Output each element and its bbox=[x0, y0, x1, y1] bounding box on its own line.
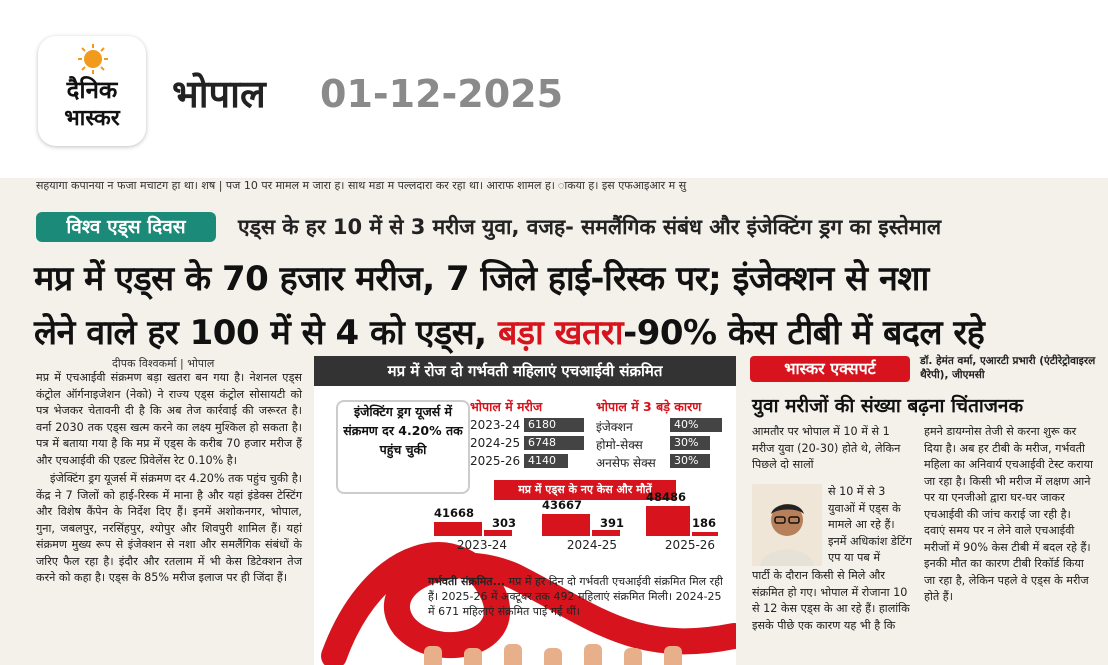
expert-name: डॉ. हेमंत वर्मा, एआरटी प्रभारी (एंटीरेट्रोवाइरल थैरेपी), जीएमसी bbox=[920, 355, 1096, 381]
logo-text-dainik: दैनिक bbox=[66, 76, 118, 104]
expert-column-a-low: पार्टी के दौरान किसी से मिले और संक्रमित हो गए। भोपाल में रोजाना 10 से 12 केस एड्स के आ रहे हैं। हालांकि इसके पीछे एक कारण यह भी है कि bbox=[752, 569, 910, 632]
logo-text-bhaskar: भास्कर bbox=[64, 106, 120, 131]
bhopal-patients-title: भोपाल में मरीज bbox=[470, 399, 543, 414]
cases-value: 43667 bbox=[541, 498, 582, 512]
cause-label: अनसेफ सेक्स bbox=[596, 456, 656, 470]
injecting-drug-callout: इंजेक्टिंग ड्रग यूजर्स में संक्रमण दर 4.20% तक पहुंच चुकी bbox=[336, 400, 470, 494]
expert-photo bbox=[752, 484, 822, 566]
infographic-title: मप्र में रोज दो गर्भवती महिलाएं एचआईवी संक्रमित bbox=[314, 356, 736, 386]
previous-article-strip: सहयागा कपानया न फजा मचाटग हा था। शष | पज 10 पर मामल म जारा ह। साथ मडा म पल्लदारा कर रहा था। आराफ शामल ह। ाकया ह। इस एफआइआर म सु bbox=[36, 179, 687, 192]
deaths-value: 186 bbox=[691, 516, 716, 530]
headline-line-2 bbox=[34, 306, 1094, 360]
bhopal-value: 6180 bbox=[524, 418, 584, 432]
expert-column-a-wrap: से 10 में से 3 युवाओं में एड्स के मामले आ रहे हैं। इनमें अधिकांश डेटिंग एप या पब में bbox=[828, 485, 912, 564]
body-paragraph: मप्र में एचआईवी संक्रमण बड़ा खतरा बन गया है। नेशनल एड्स कंट्रोल ऑर्गनाइजेशन (नेको) ने राज्य एड्स कंट्रोल सोसायटी को पत्र भेजकर चेतावनी दी है कि अब तेज कार्रवाई की जरूरत है। वर्ना 2030 तक एड्स खत्म करने का लक्ष्य मुश्किल हो सकता है। पत्र में बताया गया है कि मप्र में एड्स के करीब 70 हजार मरीज हैं और एचआईवी की एडल्ट प्रिवेलेंस रेट 0.10% है। bbox=[36, 371, 302, 467]
expert-column-a-top: आमतौर पर भोपाल में 10 में से 1 मरीज युवा (20-30) होते थे, लेकिन पिछले दो सालों bbox=[752, 425, 901, 471]
infographic-box bbox=[314, 356, 736, 665]
year-label: 2023-24 bbox=[456, 538, 508, 552]
dainik-bhaskar-logo[interactable] bbox=[38, 36, 146, 146]
headline-line-2-a: लेने वाले हर 100 में से 4 को एड्स, bbox=[34, 313, 487, 353]
expert-tag: भास्कर एक्सपर्ट bbox=[750, 356, 910, 382]
bhopal-year: 2024-25 bbox=[470, 436, 521, 450]
expert-heading: युवा मरीजों की संख्या बढ़ना चिंताजनक bbox=[752, 395, 1024, 417]
cases-bar bbox=[434, 522, 482, 536]
pregnant-women-note bbox=[428, 574, 728, 619]
pregnant-note-text: मप्र में हर दिन दो गर्भवती एचआईवी संक्रमित मिल रही हैं। 2025-26 में अक्टूबर तक 492 महिलाएं संक्रमित मिली। 2024-25 में 671 महिलाएं संक्रमित पाई गई थीं। bbox=[428, 575, 723, 618]
deaths-value: 391 bbox=[599, 516, 624, 530]
cause-label: इंजेक्शन bbox=[596, 420, 633, 434]
app-header bbox=[0, 0, 1108, 178]
bhopal-year: 2023-24 bbox=[470, 418, 521, 432]
edition-city: भोपाल bbox=[172, 72, 266, 116]
bhopal-value: 4140 bbox=[524, 454, 568, 468]
new-cases-title: मप्र में एड्स के नए केस और मौतें bbox=[494, 480, 676, 500]
cause-value: 40% bbox=[670, 418, 722, 432]
cause-label: होमो-सेक्स bbox=[596, 438, 643, 452]
headline-line-1: मप्र में एड्स के 70 हजार मरीज, 7 जिले हाई-रिस्क पर; इंजेक्शन से नशा bbox=[34, 259, 929, 299]
edition-date: 01-12-2025 bbox=[320, 72, 564, 116]
cases-bar bbox=[542, 514, 590, 536]
byline: दीपक विश्वकर्मा | भोपाल bbox=[112, 357, 215, 370]
expert-column-b: हमने डायग्नोस तेजी से करना शुरू कर दिया है। अब हर टीबी के मरीज, गर्भवती महिला का अनिवार्य एचआईवी टेस्ट कराया जा रहा है। किसी भी मरीज में लक्षण आने पर या एनजीओ द्वारा घर-घर जाकर एचआईवी की जांच कराई जा रही है। दवाएं समय पर न लेने वाले एचआईवी मरीजों में 90% केस टीबी में बदल रहे हैं। इनकी मौत का कारण टीबी रिकॉर्ड किया जा रहा है, लेकिन पहले वे एड्स के मरीज होते हैं। bbox=[924, 425, 1093, 603]
headline-line-2-b: -90% केस टीबी में बदल रहे bbox=[623, 313, 985, 353]
cause-value: 30% bbox=[670, 436, 710, 450]
deaths-bar bbox=[592, 530, 620, 536]
bhopal-value: 6748 bbox=[524, 436, 584, 450]
cause-value: 30% bbox=[670, 454, 710, 468]
kicker-tag: विश्व एड्स दिवस bbox=[36, 212, 216, 242]
person-photo-icon bbox=[752, 484, 822, 566]
sun-icon bbox=[78, 44, 108, 74]
bhopal-causes-title: भोपाल में 3 बड़े कारण bbox=[596, 399, 702, 414]
cases-value: 48486 bbox=[645, 490, 686, 504]
bhopal-year: 2025-26 bbox=[470, 454, 521, 468]
main-headline bbox=[34, 252, 1094, 360]
cases-bar bbox=[646, 506, 690, 536]
newspaper-page bbox=[0, 178, 1108, 665]
deaths-bar bbox=[484, 530, 512, 536]
headline-highlight: बड़ा खतरा bbox=[497, 313, 624, 353]
body-paragraph: इंजेक्टिंग ड्रग यूजर्स में संक्रमण दर 4.20% तक पहुंच चुकी है। केंद्र ने 7 जिलों को हाई-रिस्क में माना है और यहां इंडेक्स टेस्टिंग और विशेष कैंपेन के निर्देश दिए हैं। इनमें अशोकनगर, भोपाल, गुना, जबलपुर, नरसिंहपुर, श्योपुर और शिवपुरी शामिल हैं। यहां संक्रमण मुख्य रूप से इंजेक्शन से नशा और समलैंगिक संबंधों के जरिए फैल रहा है। इंदौर और रतलाम में भी केस डिटेक्शन तेज करने को कहा है। एड्स के 85% मरीज इलाज पर ही जिंदा हैं। bbox=[36, 472, 302, 584]
year-label: 2024-25 bbox=[566, 538, 618, 552]
year-label: 2025-26 bbox=[664, 538, 716, 552]
deaths-bar bbox=[692, 532, 718, 536]
article-body bbox=[36, 370, 302, 589]
pregnant-note-title: गर्भवती संक्रमित... bbox=[428, 575, 506, 588]
deaths-value: 303 bbox=[491, 516, 516, 530]
cases-value: 41668 bbox=[433, 506, 474, 520]
kicker-headline: एड्स के हर 10 में से 3 मरीज युवा, वजह- समलैंगिक संबंध और इंजेक्टिंग ड्रग का इस्तेमाल bbox=[238, 215, 942, 239]
